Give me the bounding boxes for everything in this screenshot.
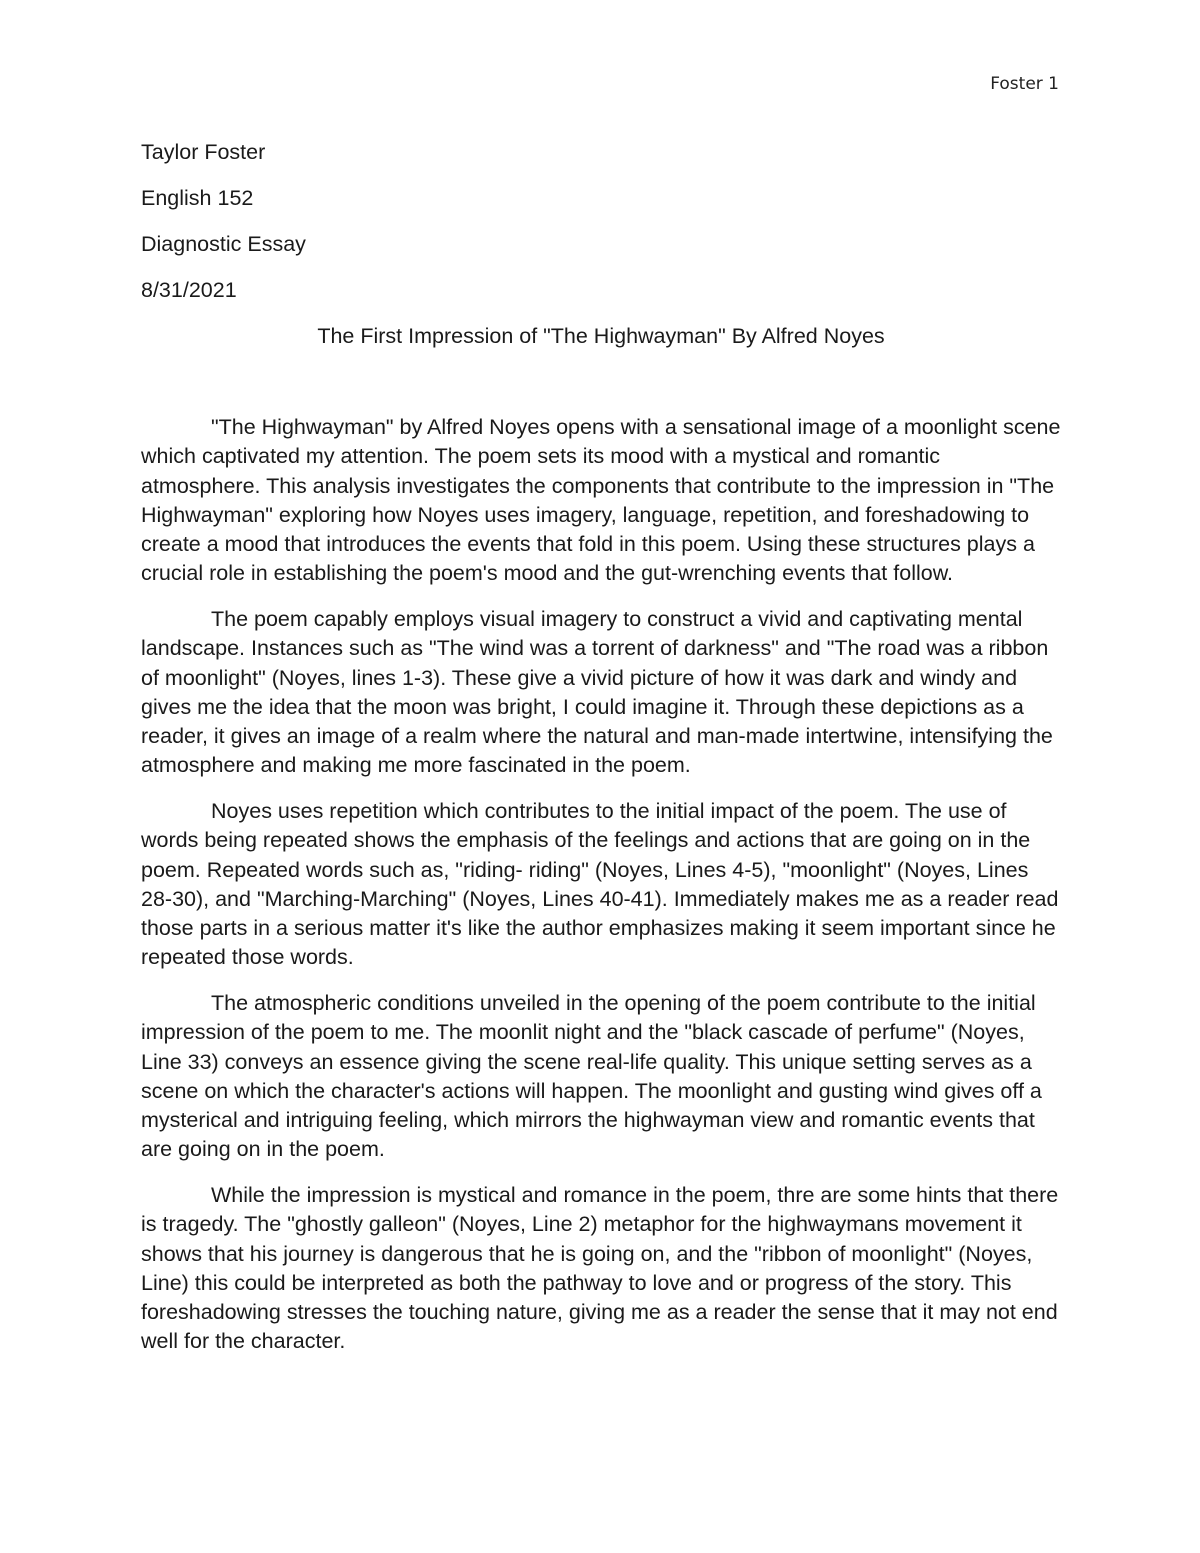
paragraph-repetition: Noyes uses repetition which contributes to the initial impact of the poem. The use of words being repeated shows the emphasis of the feelings and actions that are going on in the poem. Repeated words such as, "riding- riding" (Noyes, Lines 4-5), "moonlight" (Noyes, Lines 28-30), and "Marching-Marching" (Noyes, Lines 40-41). Immediately makes me as a reader read those parts in a serious matter it's like the author emphasizes making it seem important since he repeated those words. <box>141 799 1059 970</box>
course-name: English 152 <box>141 185 254 210</box>
essay-title: The First Impression of "The Highwayman" By Alfred Noyes <box>317 323 885 348</box>
essay-date: 8/31/2021 <box>141 277 237 302</box>
assignment-name: Diagnostic Essay <box>141 231 306 256</box>
paragraph-foreshadowing: While the impression is mystical and romance in the poem, thre are some hints that there is tragedy. The "ghostly galleon" (Noyes, Line 2) metaphor for the highwaymans movement it shows that his journey is dangerous that he is going on, and the "ribbon of moonlight" (Noyes, Line) this could be interpreted as both the pathway to love and or progress of the story. This foreshadowing stresses the touching nature, giving me as a reader the sense that it may not end well for the character. <box>141 1183 1059 1354</box>
paragraph-imagery: The poem capably employs visual imagery to construct a vivid and captivating mental landscape. Instances such as "The wind was a torrent of darkness" and "The road was a ribbon of moonlight" (Noyes, lines 1-3). These give a vivid picture of how it was dark and windy and gives me the idea that the moon was bright, I could imagine it. Through these depictions as a reader, it gives an image of a realm where the natural and man-made intertwine, intensifying the atmosphere and making me more fascinated in the poem. <box>141 607 1053 778</box>
essay-body <box>141 138 1061 1373</box>
running-header: Foster 1 <box>990 74 1059 94</box>
paragraph-atmosphere: The atmospheric conditions unveiled in the opening of the poem contribute to the initial impression of the poem to me. The moonlit night and the "black cascade of perfume" (Noyes, Line 33) conveys an essence giving the scene real-life quality. This unique setting serves as a scene on which the character's actions will happen. The moonlight and gusting wind gives off a mysterical and intriguing feeling, which mirrors the highwayman view and romantic events that are going on in the poem. <box>141 991 1042 1162</box>
paragraph-intro: "The Highwayman" by Alfred Noyes opens with a sensational image of a moonlight scene which captivated my attention. The poem sets its mood with a mystical and romantic atmosphere. This analysis investigates the components that contribute to the impression in "The Highwayman" exploring how Noyes uses imagery, language, repetition, and foreshadowing to create a mood that introduces the events that fold in this poem. Using these structures plays a crucial role in establishing the poem's mood and the gut-wrenching events that follow. <box>141 415 1061 586</box>
student-name: Taylor Foster <box>141 140 266 164</box>
